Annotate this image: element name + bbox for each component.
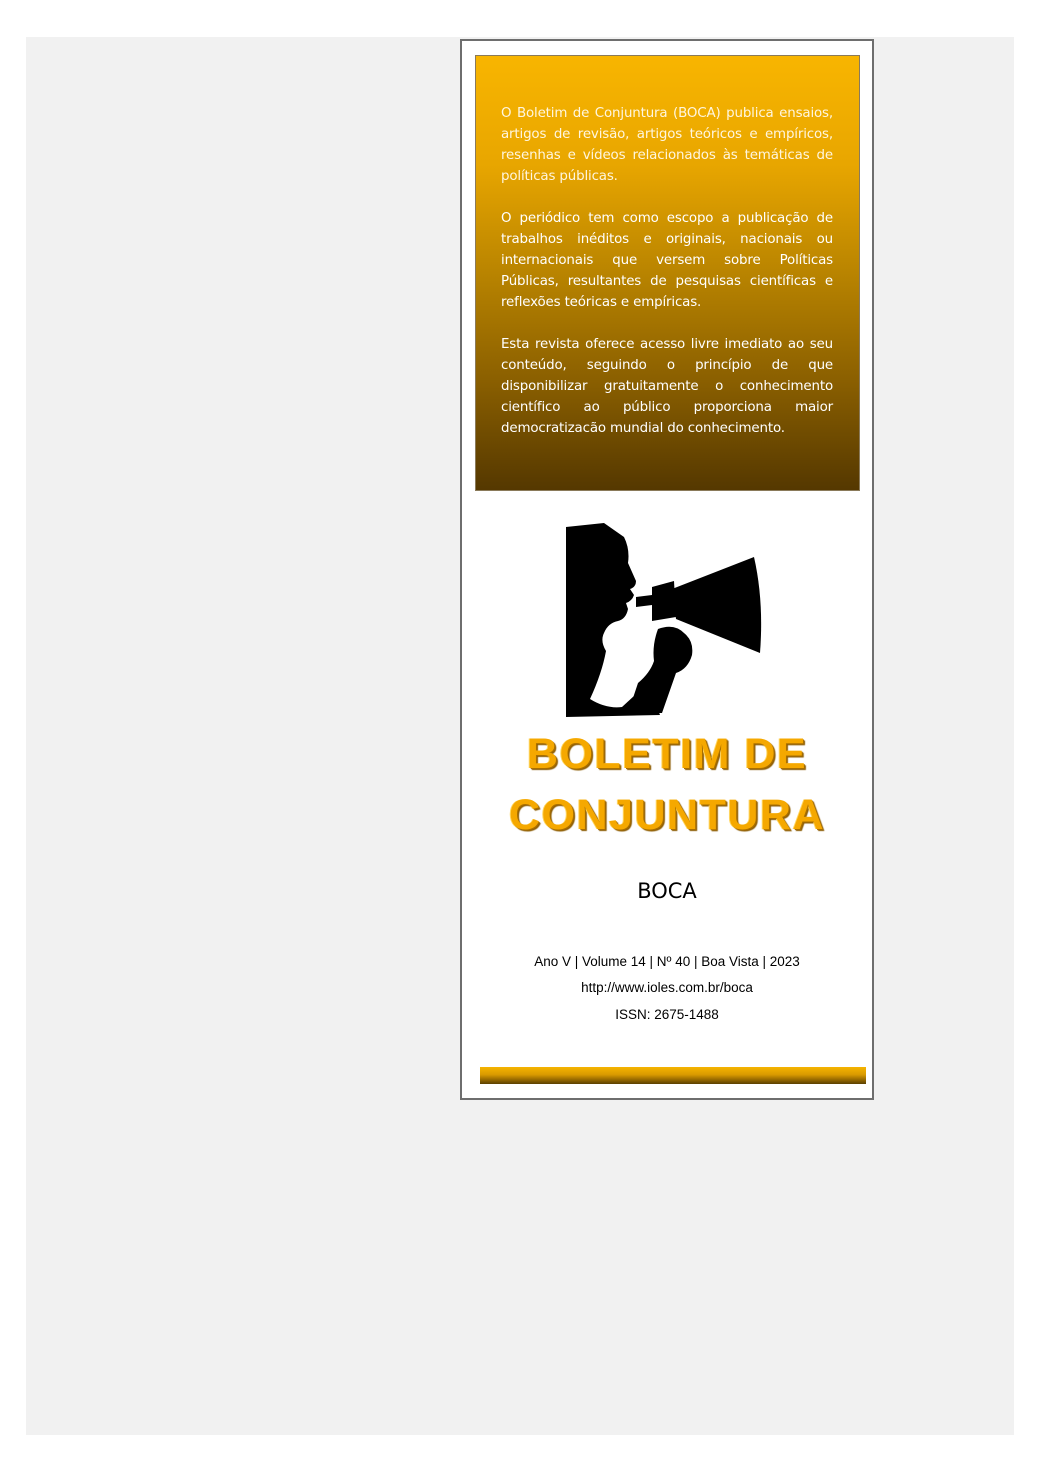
journal-url[interactable]: http://www.ioles.com.br/boca [581,980,753,995]
description-paragraph: O periódico tem como escopo a publicação de trabalhos inéditos e originais, nacionais ou internacionais que versem sobre Políticas Públicas, resultantes de pesquisas científicas e reflexões teóricas e empíricas. [501,211,833,310]
decorative-bar [480,1067,866,1084]
issue-info: Ano V | Volume 14 | Nº 40 | Boa Vista | 2023 [534,954,800,969]
description-paragraph: O Boletim de Conjuntura (BOCA) publica ensaios, artigos de revisão, artigos teóricos e empíricos, resenhas e vídeos relacionados às temáticas de políticas públicas. [501,106,833,184]
journal-acronym: BOCA [637,879,697,903]
journal-cover [460,39,874,1100]
journal-title-line-2: CONJUNTURA [509,791,825,839]
journal-title-line-1: BOLETIM DE [526,730,808,778]
megaphone-person-icon [566,523,766,719]
issn: ISSN: 2675-1488 [615,1007,719,1022]
description-box [475,55,860,491]
description-paragraph: Esta revista oferece acesso livre imediato ao seu conteúdo, seguindo o princípio de que disponibilizar gratuitamente o conhecimento científico ao público proporciona maior democratizacão mundial do conhecimento. [501,337,833,436]
